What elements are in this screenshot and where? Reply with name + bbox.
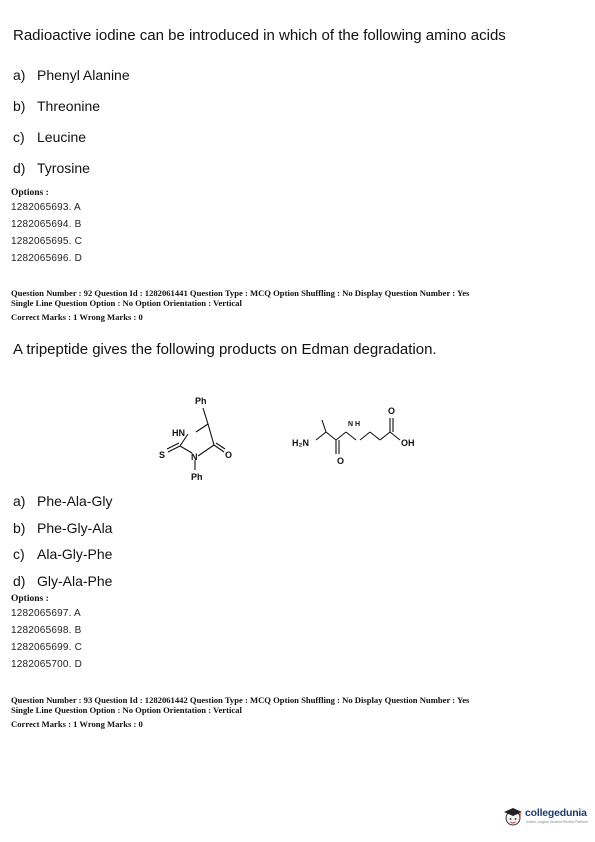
option-letter: d) bbox=[13, 160, 26, 176]
option-letter: a) bbox=[13, 493, 26, 509]
option-text: Leucine bbox=[37, 129, 87, 145]
o-label: O bbox=[337, 456, 345, 466]
h2n-label: H₂N bbox=[292, 438, 309, 448]
q92-option-d bbox=[13, 160, 90, 176]
option-text: Gly-Ala-Phe bbox=[37, 573, 113, 589]
q93-option-d bbox=[13, 573, 112, 589]
q93-option-c bbox=[13, 546, 112, 562]
oh-label: OH bbox=[401, 438, 415, 448]
q92-meta-line: Single Line Question Option : No Option Orientation : Vertical bbox=[11, 298, 242, 308]
n-label: N bbox=[191, 452, 198, 462]
option-text: Threonine bbox=[37, 98, 101, 114]
q93-option-code: 1282065699. C bbox=[11, 642, 82, 653]
question-93-text: A tripeptide gives the following products on Edman degradation. bbox=[13, 341, 437, 358]
option-text: Tyrosine bbox=[37, 160, 90, 176]
graduation-cap-icon bbox=[503, 806, 523, 826]
collegedunia-logo bbox=[503, 804, 591, 830]
s-label: S bbox=[159, 450, 166, 460]
o-label: O bbox=[388, 406, 396, 416]
nh-label: N H bbox=[348, 421, 361, 428]
q93-option-code: 1282065700. D bbox=[11, 659, 82, 670]
option-letter: d) bbox=[13, 573, 26, 589]
q92-marks: Correct Marks : 1 Wrong Marks : 0 bbox=[11, 312, 143, 322]
option-text: Phenyl Alanine bbox=[37, 67, 130, 83]
option-text: Ala-Gly-Phe bbox=[37, 546, 113, 562]
q92-options-label: Options : bbox=[11, 188, 49, 198]
ph-label: Ph bbox=[191, 472, 203, 482]
logo-tagline: India's Largest Student Review Platform bbox=[526, 820, 589, 824]
option-text: Phe-Ala-Gly bbox=[37, 493, 113, 509]
option-letter: b) bbox=[13, 98, 26, 114]
q93-option-a bbox=[13, 493, 112, 509]
q93-options-label: Options : bbox=[11, 594, 49, 604]
q92-option-code: 1282065696. D bbox=[11, 253, 82, 264]
q93-meta bbox=[11, 695, 586, 715]
q93-option-code: 1282065698. B bbox=[11, 625, 82, 636]
q93-option-b bbox=[13, 520, 112, 536]
q92-option-a bbox=[13, 67, 130, 83]
option-letter: a) bbox=[13, 67, 26, 83]
o-label: O bbox=[225, 450, 233, 460]
q93-marks: Correct Marks : 1 Wrong Marks : 0 bbox=[11, 719, 143, 729]
question-92-text: Radioactive iodine can be introduced in which of the following amino acids bbox=[13, 27, 506, 44]
q92-option-code: 1282065695. C bbox=[11, 236, 82, 247]
edman-products-structure bbox=[150, 390, 440, 490]
q92-option-code: 1282065694. B bbox=[11, 219, 82, 230]
q92-option-b bbox=[13, 98, 100, 114]
q92-meta-line: Question Number : 92 Question Id : 1282061441 Question Type : MCQ Option Shuffling : No Display Question Number : Yes bbox=[11, 288, 470, 298]
option-letter: c) bbox=[13, 129, 25, 145]
q93-meta-line: Single Line Question Option : No Option Orientation : Vertical bbox=[11, 705, 242, 715]
hn-label: HN bbox=[172, 428, 185, 438]
q92-option-c bbox=[13, 129, 86, 145]
ph-label: Ph bbox=[195, 396, 207, 406]
logo-name: collegedunia bbox=[525, 807, 587, 819]
q92-meta bbox=[11, 288, 586, 308]
option-text: Phe-Gly-Ala bbox=[37, 520, 113, 536]
option-letter: b) bbox=[13, 520, 26, 536]
option-letter: c) bbox=[13, 546, 25, 562]
q93-meta-line: Question Number : 93 Question Id : 1282061442 Question Type : MCQ Option Shuffling : No Display Question Number : Yes bbox=[11, 695, 470, 705]
q93-option-code: 1282065697. A bbox=[11, 608, 81, 619]
q92-option-code: 1282065693. A bbox=[11, 202, 81, 213]
